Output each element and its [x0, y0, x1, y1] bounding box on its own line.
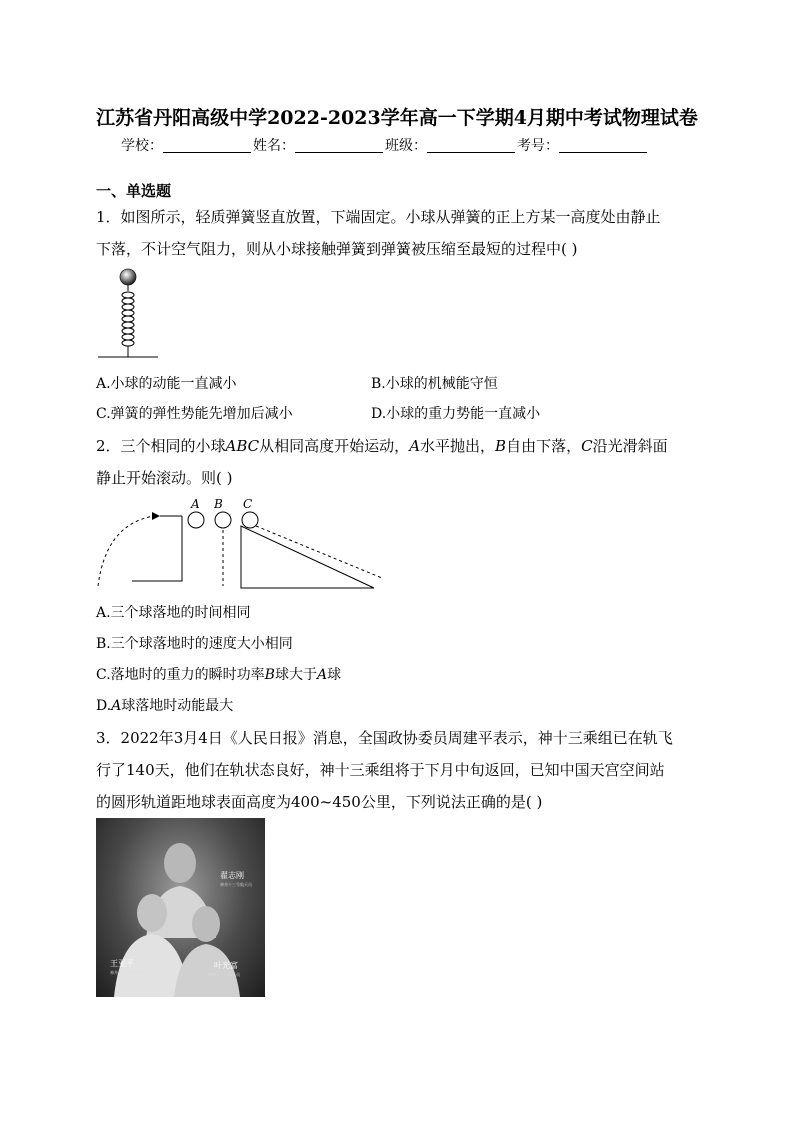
q1-stem-line2: 下落，不计空气阻力，则从小球接触弹簧到弹簧被压缩至最短的过程中( ): [96, 240, 578, 258]
q1-option-b[interactable]: B.小球的机械能守恒: [371, 376, 498, 392]
q2-stem-line2: 静止开始滚动。则( ): [96, 469, 233, 487]
caption-role-1: 神舟十三号航天员: [220, 882, 252, 887]
q2-option-c[interactable]: C.落地时的重力的瞬时功率B球大于A球: [96, 667, 342, 683]
ball-c-icon: [242, 512, 258, 528]
ball-a-icon: [188, 512, 204, 528]
student-info-line: [121, 135, 649, 155]
name-label: 姓名：: [253, 138, 295, 154]
caption-name-2: 王亚平: [110, 959, 134, 968]
astronaut-1-head: [164, 843, 196, 883]
astronaut-2-head: [137, 894, 167, 932]
astronaut-photo: [96, 818, 265, 997]
class-blank[interactable]: [427, 138, 515, 153]
name-blank[interactable]: [295, 138, 383, 153]
label-c: C: [243, 497, 253, 511]
projectile-path: [98, 516, 154, 586]
table-block: [132, 516, 182, 581]
q2-motion-figure: [96, 494, 388, 592]
incline-block: [241, 526, 374, 588]
exam-no-label: 考号：: [517, 138, 559, 154]
exam-no-blank[interactable]: [559, 138, 647, 153]
caption-name-1: 翟志刚: [220, 871, 244, 880]
ball-icon: [120, 269, 136, 285]
section-heading: 一、单选题: [96, 182, 172, 200]
school-blank[interactable]: [163, 138, 251, 153]
incline-path: [256, 526, 382, 578]
caption-role-3: 神舟十三号航天员: [208, 972, 240, 977]
caption-role-2: 神舟十三号航天员: [110, 970, 142, 975]
class-label: 班级：: [385, 138, 427, 154]
arrow-head-icon: [152, 512, 160, 520]
caption-name-3: 叶光富: [214, 961, 238, 970]
q1-option-a[interactable]: A.小球的动能一直减小: [96, 376, 237, 392]
q2-option-b[interactable]: B.三个球落地时的速度大小相同: [96, 636, 293, 652]
q2-option-d[interactable]: D.A球落地时动能最大: [96, 698, 234, 714]
school-label: 学校：: [121, 138, 163, 154]
q1-option-d[interactable]: D.小球的重力势能一直减小: [371, 406, 541, 422]
ball-b-icon: [215, 512, 231, 528]
label-b: B: [214, 497, 223, 511]
q3-stem-line2: 行了140天，他们在轨状态良好，神十三乘组将于下月中旬返回，已知中国天宫空间站: [96, 761, 665, 779]
spring-icon: [122, 292, 134, 346]
q1-spring-figure: [96, 265, 160, 361]
q1-stem-line1: 1．如图所示，轻质弹簧竖直放置，下端固定。小球从弹簧的正上方某一高度处由静止: [96, 208, 661, 226]
q3-stem-line1: 3．2022年3月4日《人民日报》消息，全国政协委员周建平表示，神十三乘组已在轨飞: [96, 729, 673, 747]
q2-stem-line1: 2．三个相同的小球ABC从相同高度开始运动，A水平抛出，B自由下落，C沿光滑斜面: [96, 437, 668, 455]
q2-option-a[interactable]: A.三个球落地的时间相同: [96, 605, 251, 621]
page-title: 江苏省丹阳高级中学2022-2023学年高一下学期4月期中考试物理试卷: [96, 107, 698, 129]
q1-option-c[interactable]: C.弹簧的弹性势能先增加后减小: [96, 406, 293, 422]
astronaut-3-head: [192, 906, 220, 942]
q3-stem-line3: 的圆形轨道距地球表面高度为400~450公里，下列说法正确的是( ): [96, 793, 543, 811]
label-a: A: [191, 497, 200, 511]
